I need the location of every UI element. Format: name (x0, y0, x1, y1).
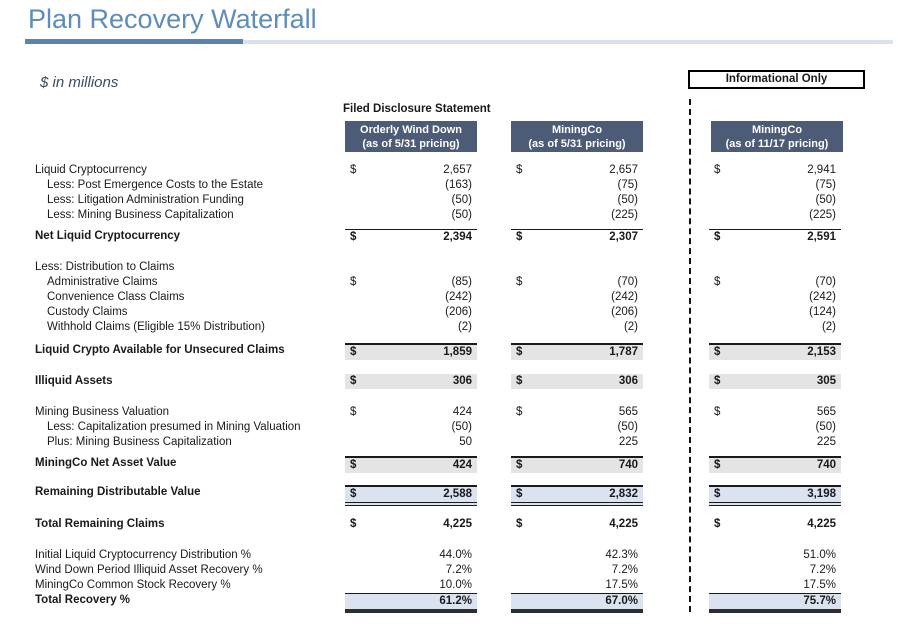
value-cell-miningco-531 (511, 563, 643, 578)
column-gap (477, 208, 511, 223)
table-row (0, 305, 898, 320)
value-cell-orderly-wind-down (345, 163, 477, 178)
column-gap (643, 456, 709, 473)
dollar-sign: $ (714, 231, 721, 243)
column-header-miningco-531 (511, 121, 643, 152)
cell-value: (50) (815, 194, 836, 206)
cell-value: 2,588 (443, 488, 472, 500)
value-cell-miningco-531 (511, 343, 643, 360)
column-gap (477, 290, 511, 305)
value-cell-miningco-1117 (709, 290, 841, 305)
cell-value: (50) (451, 421, 472, 433)
table-row (0, 260, 898, 275)
units-note: $ in millions (40, 74, 119, 91)
column-gap (477, 435, 511, 450)
value-cell-orderly-wind-down (345, 208, 477, 223)
column-header-line1: MiningCo (751, 123, 803, 136)
value-cell-miningco-1117 (709, 178, 841, 193)
column-gap (477, 163, 511, 178)
value-cell-miningco-531 (511, 456, 643, 473)
cell-value: 61.2% (439, 595, 472, 607)
value-cell-miningco-531 (511, 435, 643, 450)
cell-value: 306 (452, 375, 472, 387)
cell-value: 44.0% (439, 549, 472, 561)
table-row (0, 420, 898, 435)
value-cell-orderly-wind-down (345, 343, 477, 360)
table-row (0, 178, 898, 193)
dollar-sign: $ (516, 164, 523, 176)
informational-only-box: Informational Only (688, 70, 865, 89)
cell-value: 50 (459, 436, 472, 448)
cell-value: 2,394 (443, 231, 472, 243)
cell-value: (206) (611, 306, 638, 318)
cell-value: (242) (445, 291, 472, 303)
cell-value: (206) (445, 306, 472, 318)
cell-value: 17.5% (605, 579, 638, 591)
value-cell-orderly-wind-down (345, 193, 477, 208)
dollar-sign: $ (714, 406, 721, 418)
title-underline-light (243, 40, 893, 44)
title-underline (25, 39, 893, 44)
title-underline-dark (25, 39, 243, 44)
dollar-sign: $ (516, 231, 523, 243)
cell-value: (242) (611, 291, 638, 303)
column-gap (477, 260, 511, 275)
dollar-sign: $ (516, 459, 523, 471)
dollar-sign: $ (714, 459, 721, 471)
value-cell-miningco-1117 (709, 374, 841, 389)
value-cell-miningco-1117 (709, 485, 841, 506)
cell-value: 4,225 (609, 518, 638, 530)
table-row (0, 593, 898, 608)
row-label: Illiquid Assets (35, 375, 113, 387)
value-cell-miningco-531 (511, 420, 643, 435)
dollar-sign: $ (350, 164, 357, 176)
row-label: Plus: Mining Business Capitalization (47, 436, 232, 448)
cell-value: 42.3% (605, 549, 638, 561)
dollar-sign: $ (350, 459, 357, 471)
value-cell-miningco-1117 (709, 275, 841, 290)
dollar-sign: $ (516, 406, 523, 418)
cell-value: 2,941 (807, 164, 836, 176)
dollar-sign: $ (350, 518, 357, 530)
column-gap (477, 485, 511, 506)
row-label: Total Remaining Claims (35, 518, 165, 530)
cell-value: 565 (816, 406, 836, 418)
value-cell-miningco-531 (511, 208, 643, 223)
column-gap (643, 208, 709, 223)
cell-value: (85) (451, 276, 472, 288)
cell-value: 424 (452, 406, 472, 418)
value-cell-miningco-1117 (709, 343, 841, 360)
column-gap (643, 517, 709, 532)
value-cell-orderly-wind-down (345, 548, 477, 563)
table-row (0, 229, 898, 244)
value-cell-orderly-wind-down (345, 405, 477, 420)
table-row (0, 193, 898, 208)
value-cell-orderly-wind-down (345, 320, 477, 335)
cell-value: (50) (451, 194, 472, 206)
waterfall-table (0, 163, 898, 608)
table-row (0, 208, 898, 223)
value-cell-orderly-wind-down (345, 485, 477, 506)
cell-value: 2,832 (609, 488, 638, 500)
cell-value: 740 (816, 459, 836, 471)
column-gap (477, 548, 511, 563)
cell-value: 2,657 (609, 164, 638, 176)
table-row (0, 456, 898, 471)
cell-value: (225) (809, 209, 836, 221)
column-header-line2: (as of 5/31 pricing) (528, 137, 626, 150)
column-gap (477, 305, 511, 320)
value-cell-miningco-531 (511, 593, 643, 613)
dollar-sign: $ (516, 346, 523, 358)
dollar-sign: $ (350, 276, 357, 288)
cell-value: (70) (617, 276, 638, 288)
value-cell-orderly-wind-down (345, 435, 477, 450)
row-label: Net Liquid Cryptocurrency (35, 230, 181, 242)
table-row (0, 435, 898, 450)
column-header-line1: MiningCo (551, 123, 603, 136)
dollar-sign: $ (350, 375, 357, 387)
cell-value: (2) (457, 321, 472, 333)
column-gap (477, 456, 511, 473)
cell-value: 4,225 (443, 518, 472, 530)
row-label: Total Recovery % (35, 594, 131, 606)
row-label: MiningCo Net Asset Value (35, 457, 177, 469)
value-cell-orderly-wind-down (345, 290, 477, 305)
row-label: MiningCo Common Stock Recovery % (35, 579, 231, 591)
cell-value: 740 (618, 459, 638, 471)
cell-value: (2) (623, 321, 638, 333)
table-row (0, 320, 898, 335)
value-cell-miningco-531 (511, 305, 643, 320)
row-label: Wind Down Period Illiquid Asset Recovery % (35, 564, 263, 576)
row-label: Less: Distribution to Claims (35, 261, 175, 273)
column-gap (477, 578, 511, 593)
row-label: Initial Liquid Cryptocurrency Distribution % (35, 549, 252, 561)
cell-value: (242) (809, 291, 836, 303)
cell-value: 7.2% (445, 564, 472, 576)
dollar-sign: $ (714, 346, 721, 358)
table-row (0, 290, 898, 305)
column-gap (477, 563, 511, 578)
cell-value: 17.5% (803, 579, 836, 591)
cell-value: 4,225 (807, 518, 836, 530)
cell-value: 305 (816, 375, 836, 387)
column-gap (643, 485, 709, 506)
row-label: Liquid Cryptocurrency (35, 164, 147, 176)
column-gap (643, 435, 709, 450)
value-cell-miningco-1117 (709, 193, 841, 208)
column-gap (477, 517, 511, 532)
column-gap (477, 343, 511, 360)
cell-value: 3,198 (807, 488, 836, 500)
value-cell-miningco-531 (511, 578, 643, 593)
value-cell-miningco-531 (511, 193, 643, 208)
column-gap (643, 275, 709, 290)
row-label: Mining Business Valuation (35, 406, 170, 418)
value-cell-orderly-wind-down (345, 178, 477, 193)
column-gap (643, 405, 709, 420)
column-gap (477, 320, 511, 335)
dollar-sign: $ (516, 488, 523, 500)
value-cell-miningco-531 (511, 275, 643, 290)
dollar-sign: $ (350, 346, 357, 358)
cell-value: (163) (445, 179, 472, 191)
cell-value: 306 (618, 375, 638, 387)
column-gap (477, 420, 511, 435)
column-gap (643, 290, 709, 305)
table-row (0, 578, 898, 593)
cell-value: 2,657 (443, 164, 472, 176)
value-cell-miningco-531 (511, 163, 643, 178)
column-gap (643, 343, 709, 360)
cell-value: 7.2% (809, 564, 836, 576)
value-cell-orderly-wind-down (345, 517, 477, 532)
column-header-orderly-wind-down (345, 121, 477, 152)
column-gap (643, 260, 709, 275)
value-cell-miningco-1117 (709, 420, 841, 435)
cell-value: (75) (815, 179, 836, 191)
value-cell-orderly-wind-down (345, 593, 477, 613)
value-cell-miningco-1117 (709, 578, 841, 593)
row-label: Withhold Claims (Eligible 15% Distribution) (47, 321, 265, 333)
cell-value: (50) (815, 421, 836, 433)
column-gap (643, 563, 709, 578)
column-gap (477, 405, 511, 420)
cell-value: (50) (617, 194, 638, 206)
column-gap (643, 320, 709, 335)
column-gap (643, 578, 709, 593)
dollar-sign: $ (714, 164, 721, 176)
dollar-sign: $ (350, 406, 357, 418)
column-header-line1: Orderly Wind Down (360, 123, 462, 136)
value-cell-miningco-1117 (709, 320, 841, 335)
row-label: Convenience Class Claims (47, 291, 185, 303)
column-gap (643, 163, 709, 178)
cell-value: 424 (452, 459, 472, 471)
cell-value: 51.0% (803, 549, 836, 561)
cell-value: (225) (611, 209, 638, 221)
value-cell-miningco-1117 (709, 435, 841, 450)
row-label: Custody Claims (47, 306, 128, 318)
table-row (0, 163, 898, 178)
value-cell-miningco-1117 (709, 229, 841, 245)
column-gap (643, 374, 709, 389)
cell-value: 225 (618, 436, 638, 448)
value-cell-miningco-1117 (709, 405, 841, 420)
value-cell-orderly-wind-down (345, 305, 477, 320)
value-cell-miningco-531 (511, 517, 643, 532)
value-cell-miningco-531 (511, 290, 643, 305)
dollar-sign: $ (516, 375, 523, 387)
cell-value: 1,787 (609, 346, 638, 358)
value-cell-miningco-1117 (709, 548, 841, 563)
column-header-miningco-1117 (711, 121, 843, 152)
table-row (0, 343, 898, 358)
dollar-sign: $ (350, 488, 357, 500)
cell-value: (2) (821, 321, 836, 333)
table-row (0, 374, 898, 389)
row-label: Liquid Crypto Available for Unsecured Claims (35, 344, 285, 356)
column-gap (643, 305, 709, 320)
dollar-sign: $ (516, 518, 523, 530)
row-label: Remaining Distributable Value (35, 486, 201, 498)
value-cell-miningco-1117 (709, 563, 841, 578)
cell-value: (50) (617, 421, 638, 433)
value-cell-orderly-wind-down (345, 275, 477, 290)
value-cell-orderly-wind-down (345, 229, 477, 245)
row-label: Less: Capitalization presumed in Mining Valuation (47, 421, 301, 433)
cell-value: 1,859 (443, 346, 472, 358)
cell-value: 2,153 (807, 346, 836, 358)
cell-value: 75.7% (803, 595, 836, 607)
column-gap (643, 193, 709, 208)
value-cell-miningco-531 (511, 405, 643, 420)
cell-value: 67.0% (605, 595, 638, 607)
table-row (0, 548, 898, 563)
dollar-sign: $ (714, 375, 721, 387)
cell-value: (75) (617, 179, 638, 191)
column-gap (643, 548, 709, 563)
table-row (0, 275, 898, 290)
dollar-sign: $ (516, 276, 523, 288)
value-cell-miningco-531 (511, 548, 643, 563)
cell-value: (70) (815, 276, 836, 288)
table-row (0, 517, 898, 532)
column-gap (477, 229, 511, 245)
table-row (0, 405, 898, 420)
dollar-sign: $ (714, 518, 721, 530)
column-gap (643, 229, 709, 245)
cell-value: 225 (816, 436, 836, 448)
table-row (0, 563, 898, 578)
value-cell-miningco-1117 (709, 208, 841, 223)
cell-value: 7.2% (611, 564, 638, 576)
column-header-line2: (as of 5/31 pricing) (362, 137, 460, 150)
column-gap (477, 593, 511, 613)
value-cell-miningco-531 (511, 178, 643, 193)
dollar-sign: $ (714, 488, 721, 500)
cell-value: 2,307 (609, 231, 638, 243)
cell-value: (124) (809, 306, 836, 318)
column-gap (477, 178, 511, 193)
dollar-sign: $ (714, 276, 721, 288)
column-gap (643, 593, 709, 613)
cell-value: (50) (451, 209, 472, 221)
value-cell-miningco-1117 (709, 456, 841, 473)
value-cell-orderly-wind-down (345, 563, 477, 578)
value-cell-orderly-wind-down (345, 420, 477, 435)
value-cell-orderly-wind-down (345, 374, 477, 389)
value-cell-orderly-wind-down (345, 456, 477, 473)
value-cell-miningco-1117 (709, 163, 841, 178)
filed-disclosure-label: Filed Disclosure Statement (343, 103, 491, 115)
value-cell-miningco-531 (511, 229, 643, 245)
value-cell-miningco-531 (511, 374, 643, 389)
column-gap (477, 193, 511, 208)
table-row (0, 485, 898, 500)
value-cell-miningco-1117 (709, 593, 841, 613)
cell-value: 2,591 (807, 231, 836, 243)
cell-value: 10.0% (439, 579, 472, 591)
value-cell-miningco-1117 (709, 305, 841, 320)
dollar-sign: $ (350, 231, 357, 243)
row-label: Less: Litigation Administration Funding (47, 194, 244, 206)
page-title: Plan Recovery Waterfall (28, 4, 317, 34)
value-cell-miningco-531 (511, 320, 643, 335)
column-gap (643, 420, 709, 435)
column-gap (477, 275, 511, 290)
column-gap (477, 374, 511, 389)
cell-value: 565 (618, 406, 638, 418)
column-header-line2: (as of 11/17 pricing) (725, 137, 829, 150)
row-label: Less: Mining Business Capitalization (47, 209, 234, 221)
value-cell-miningco-1117 (709, 517, 841, 532)
column-gap (643, 178, 709, 193)
row-label: Less: Post Emergence Costs to the Estate (47, 179, 264, 191)
row-label: Administrative Claims (47, 276, 158, 288)
value-cell-miningco-531 (511, 485, 643, 506)
value-cell-orderly-wind-down (345, 578, 477, 593)
